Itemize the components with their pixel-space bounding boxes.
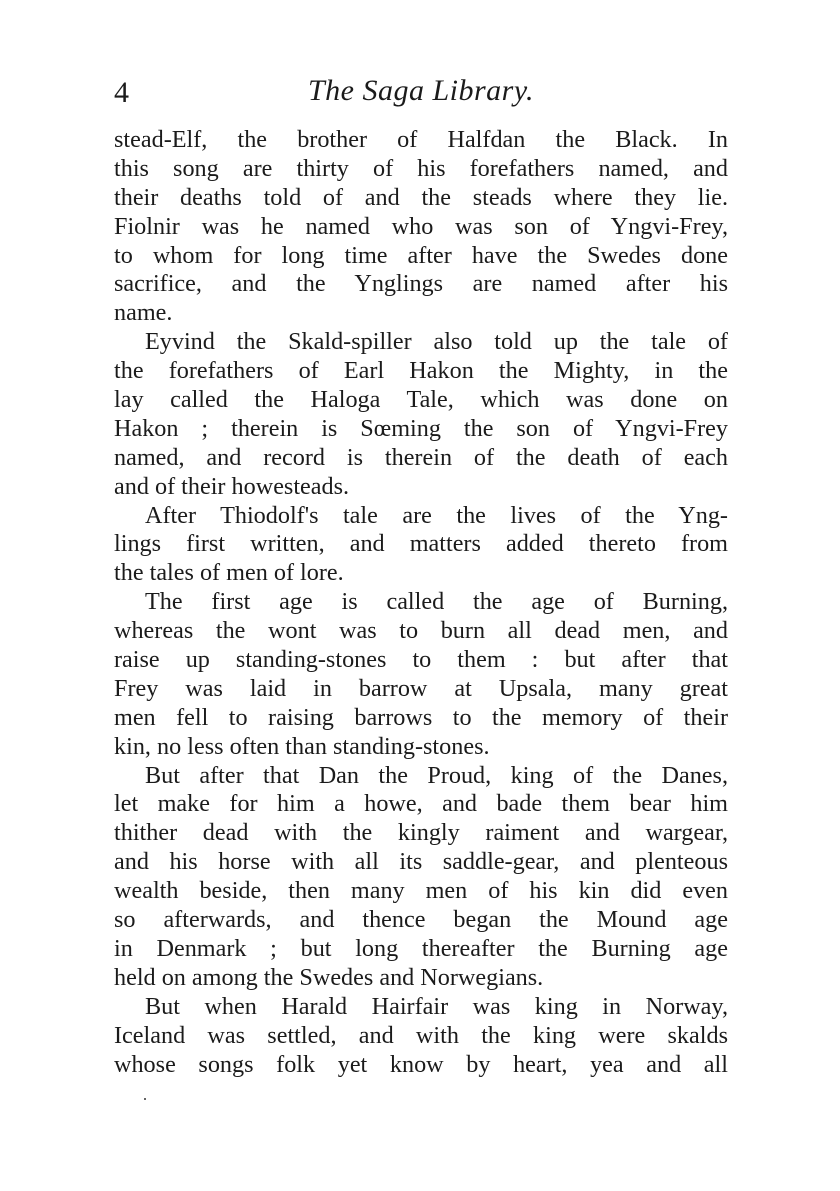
text-line: whose songs folk yet know by heart, yea and all: [114, 1050, 728, 1078]
text-line: Iceland was settled, and with the king were skalds: [114, 1021, 728, 1049]
text-line: But after that Dan the Proud, king of the Danes,: [145, 761, 728, 789]
text-line: The first age is called the age of Burning,: [145, 588, 728, 616]
text-line: their deaths told of and the steads where they lie.: [114, 183, 728, 211]
text-line: the tales of men of lore.: [114, 559, 344, 587]
text-line: Eyvind the Skald-spiller also told up the tale of: [145, 328, 728, 356]
text-line: in Denmark ; but long thereafter the Burning age: [114, 934, 728, 962]
text-line: Frey was laid in barrow at Upsala, many great: [114, 674, 728, 702]
paragraph: [114, 126, 728, 328]
text-line: and of their howesteads.: [114, 472, 350, 500]
text-line: stead-Elf, the brother of Halfdan the Black. In: [114, 126, 728, 153]
text-line: name.: [114, 299, 173, 327]
paragraph: [114, 993, 728, 1080]
text-line: sacrifice, and the Ynglings are named after his: [114, 270, 728, 298]
text-line: this song are thirty of his forefathers named, and: [114, 154, 728, 182]
paragraph: [114, 328, 728, 501]
paragraph: [114, 762, 728, 993]
text-line: After Thiodolf's tale are the lives of the Yng-: [145, 501, 728, 529]
text-line: and his horse with all its saddle-gear, and plenteous: [114, 848, 728, 876]
text-line: lings first written, and matters added thereto from: [114, 530, 728, 558]
text-line: thither dead with the kingly raiment and wargear,: [114, 819, 728, 847]
text-line: so afterwards, and thence began the Mound age: [114, 906, 728, 934]
text-line: held on among the Swedes and Norwegians.: [114, 963, 544, 991]
text-line: raise up standing-stones to them : but after that: [114, 646, 728, 674]
body-text: [114, 126, 728, 1079]
paragraph: [114, 588, 728, 761]
print-speck: [144, 1098, 146, 1100]
text-line: Hakon ; therein is Sœming the son of Yngvi-Frey: [114, 414, 728, 442]
text-line: the forefathers of Earl Hakon the Mighty, in the: [114, 357, 728, 385]
text-line: lay called the Haloga Tale, which was done on: [114, 386, 728, 414]
text-line: But when Harald Hairfair was king in Norway,: [145, 992, 728, 1020]
text-line: Fiolnir was he named who was son of Yngvi-Frey,: [114, 212, 728, 240]
paragraph: [114, 502, 728, 589]
page-header: [114, 72, 728, 112]
text-line: named, and record is therein of the death of each: [114, 443, 728, 471]
text-line: kin, no less often than standing-stones.: [114, 732, 490, 760]
text-line: let make for him a howe, and bade them bear him: [114, 790, 728, 818]
text-line: men fell to raising barrows to the memory of their: [114, 703, 728, 731]
text-line: whereas the wont was to burn all dead men, and: [114, 617, 728, 645]
page-number: 4: [114, 76, 129, 109]
text-line: wealth beside, then many men of his kin did even: [114, 877, 728, 905]
book-page: [114, 72, 728, 1079]
running-title: The Saga Library.: [307, 74, 535, 107]
text-line: to whom for long time after have the Swedes done: [114, 241, 728, 269]
